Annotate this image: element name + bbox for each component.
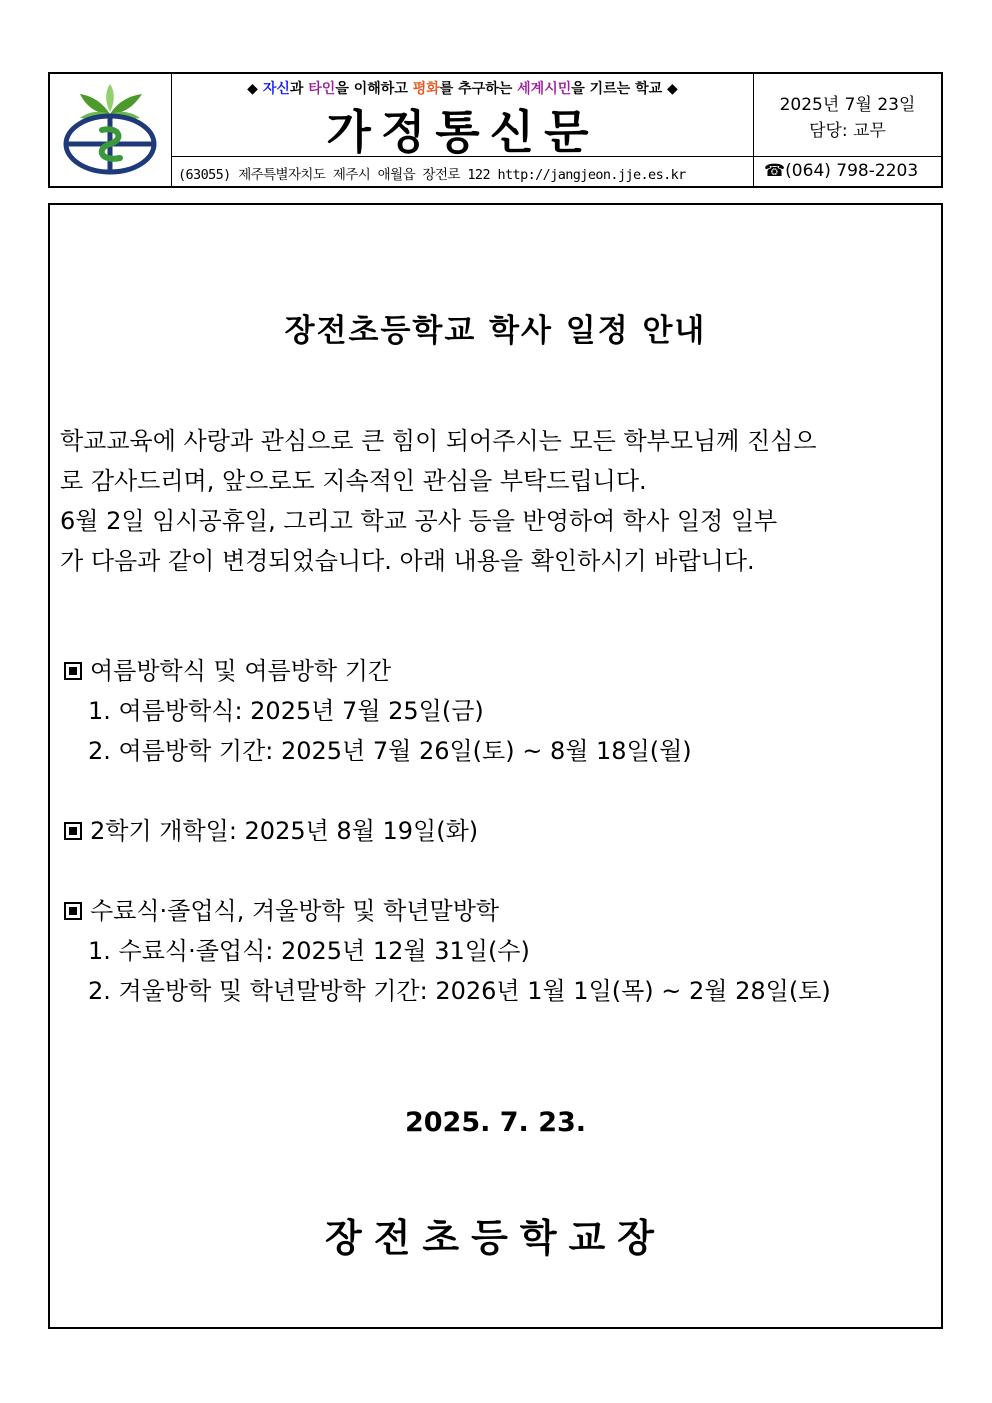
school-motto: ◆ 자신과 타인을 이해하고 평화를 추구하는 세계시민을 기르는 학교 ◆ xyxy=(247,81,678,97)
newsletter-header xyxy=(48,72,943,188)
school-phone: ☎(064) 798-2203 xyxy=(764,161,919,181)
intro-line: 가 다음과 같이 변경되었습니다. 아래 내용을 확인하시기 바랍니다. xyxy=(60,547,755,575)
school-emblem-icon xyxy=(62,84,158,178)
address-cell xyxy=(172,157,754,186)
schedule-item: 2. 겨울방학 및 학년말방학 기간: 2026년 1월 1일(목) ~ 2월 28일(토) xyxy=(88,977,831,1005)
schedule-item: 1. 수료식·졸업식: 2025년 12월 31일(수) xyxy=(88,937,530,965)
newsletter-body xyxy=(48,203,943,1329)
square-bullet-icon xyxy=(64,902,82,920)
school-address: (63055) 제주특별자치도 제주시 애월읍 장전로 122 http://jangjeon.jje.es.kr xyxy=(178,167,686,183)
section-heading-semester-start: 2학기 개학일: 2025년 8월 19일(화) xyxy=(64,811,478,846)
date-cell xyxy=(754,74,941,157)
issue-date: 2025년 7월 23일 xyxy=(779,95,916,115)
intro-line: 학교교육에 사랑과 관심으로 큰 힘이 되어주시는 모든 학부모님께 진심으 xyxy=(60,427,817,455)
square-bullet-icon xyxy=(64,822,82,840)
section-heading-summer: 여름방학식 및 여름방학 기간 xyxy=(64,651,391,686)
newsletter-title: 가정통신문 xyxy=(326,105,599,159)
intro-line: 로 감사드리며, 앞으로도 지속적인 관심을 부탁드립니다. xyxy=(60,467,647,495)
intro-line: 6월 2일 임시공휴일, 그리고 학교 공사 등을 반영하여 학사 일정 일부 xyxy=(60,507,778,535)
signature-date: 2025. 7. 23. xyxy=(404,1107,587,1138)
person-in-charge: 담당: 교무 xyxy=(809,121,886,141)
square-bullet-icon xyxy=(64,662,82,680)
principal-signature: 장전초등학교장 xyxy=(325,1216,666,1260)
title-cell xyxy=(172,74,754,157)
logo-cell xyxy=(50,74,172,186)
schedule-item: 2. 여름방학 기간: 2025년 7월 26일(토) ~ 8월 18일(월) xyxy=(88,737,692,765)
schedule-item: 1. 여름방학식: 2025년 7월 25일(금) xyxy=(88,697,484,725)
document-title: 장전초등학교 학사 일정 안내 xyxy=(284,313,707,349)
section-heading-winter: 수료식·졸업식, 겨울방학 및 학년말방학 xyxy=(64,891,499,926)
phone-cell xyxy=(754,157,941,186)
